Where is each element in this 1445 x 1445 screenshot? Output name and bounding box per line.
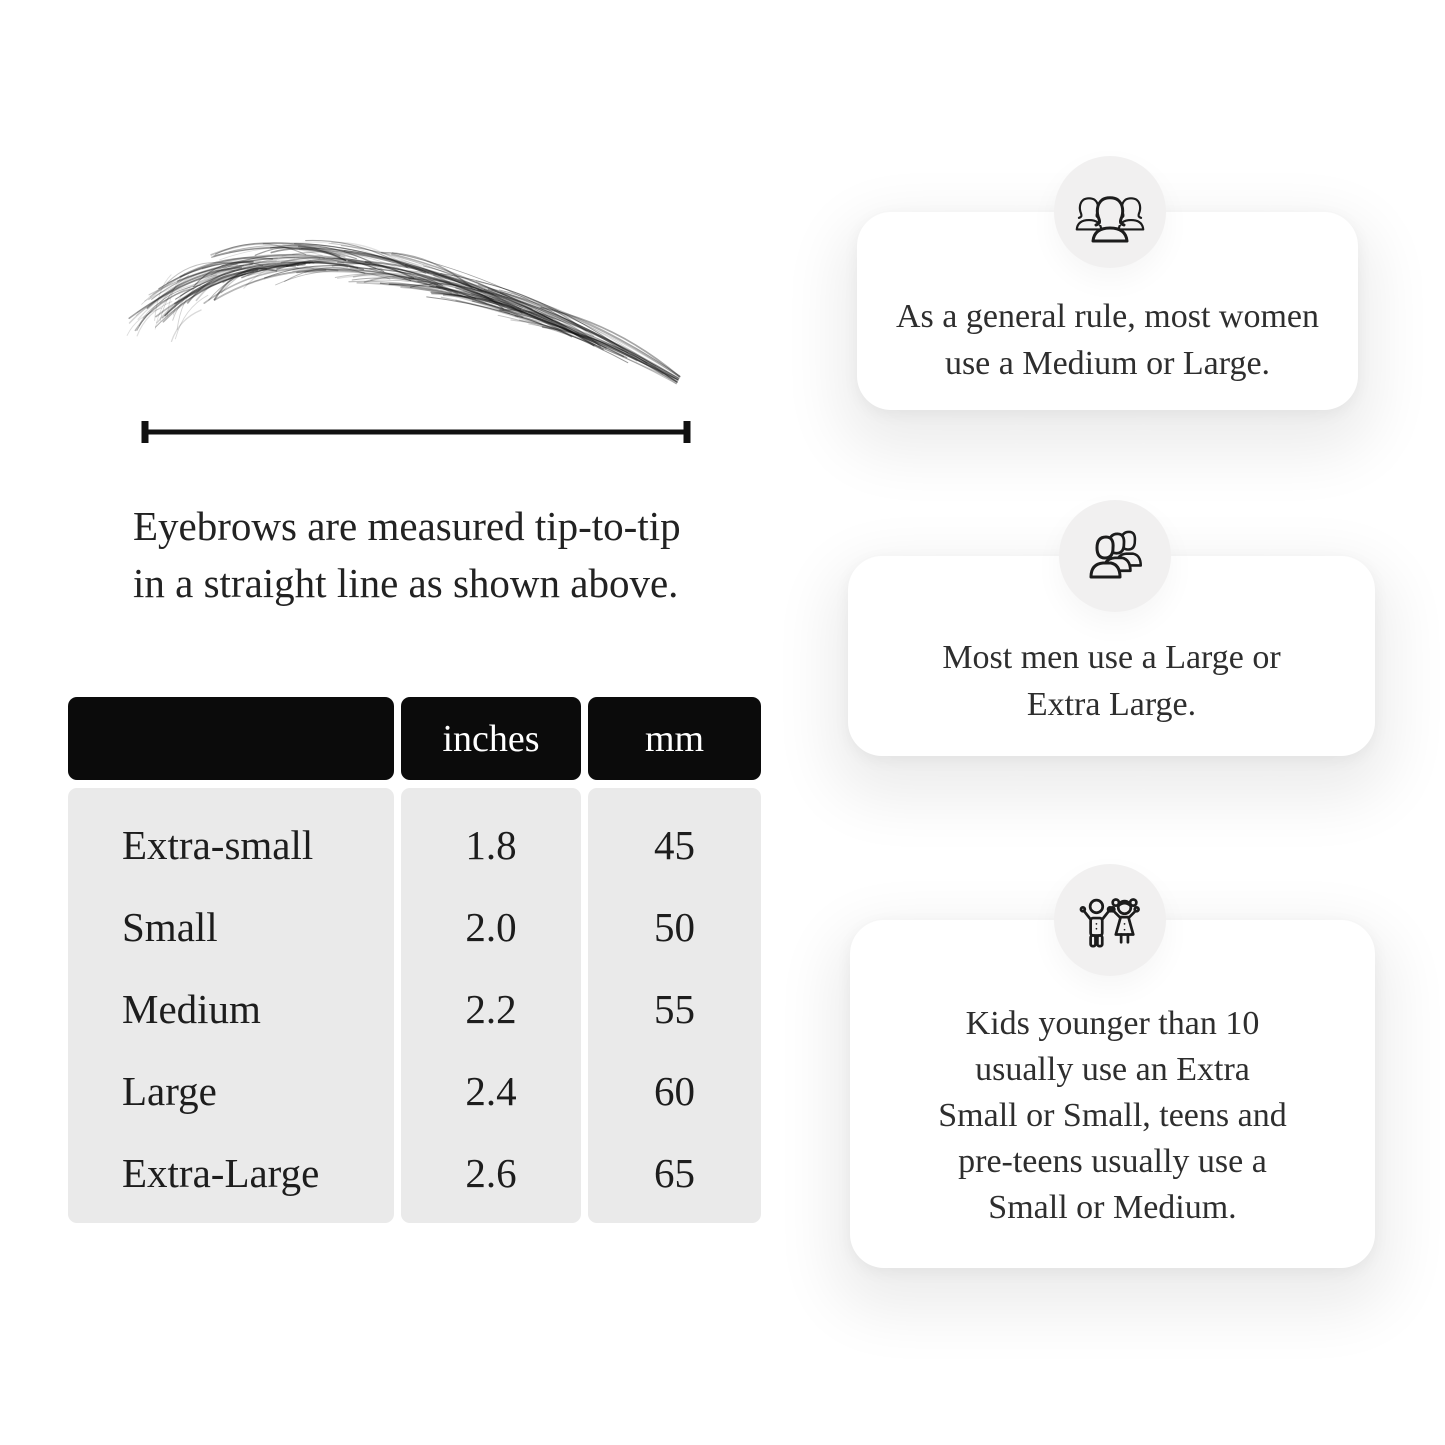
eyebrow-illustration	[118, 228, 703, 398]
measurement-caption	[133, 498, 773, 612]
card-women-line-1: As a general rule, most women	[896, 298, 1319, 335]
card-kids-line-3: Small or Small, teens and	[938, 1097, 1287, 1134]
column-inches-values	[401, 788, 581, 1223]
eyebrow-sketch-svg	[118, 228, 703, 398]
caption-line-2: in a straight line as shown above.	[133, 560, 679, 606]
table-row-label: Small	[122, 904, 218, 950]
table-cell-inches: 1.8	[465, 822, 517, 868]
size-table-header	[68, 697, 761, 780]
men-group-icon	[1079, 524, 1151, 588]
table-cell-mm: 50	[654, 904, 695, 950]
card-men-badge	[1059, 500, 1171, 612]
table-cell-mm: 60	[654, 1068, 695, 1114]
table-cell-mm: 55	[654, 986, 695, 1032]
caption-line-1: Eyebrows are measured tip-to-tip	[133, 503, 681, 549]
size-table	[68, 697, 761, 1223]
header-cell-mm: mm	[588, 697, 761, 780]
table-cell-mm: 45	[654, 822, 695, 868]
card-kids-line-4: pre-teens usually use a	[958, 1143, 1267, 1180]
table-cell-inches: 2.6	[465, 1150, 517, 1196]
table-cell-mm: 65	[654, 1150, 695, 1196]
table-row-label: Extra-small	[122, 822, 314, 868]
table-cell-inches: 2.0	[465, 904, 517, 950]
kids-icon	[1071, 889, 1149, 951]
header-cell-inches: inches	[401, 697, 581, 780]
column-size-names	[68, 788, 394, 1223]
table-row-label: Extra-Large	[122, 1150, 320, 1196]
card-kids-line-1: Kids younger than 10	[965, 1005, 1260, 1042]
card-men-line-1: Most men use a Large or	[942, 639, 1281, 676]
card-women-line-2: use a Medium or Large.	[944, 345, 1271, 382]
card-men-line-2: Extra Large.	[1026, 686, 1197, 723]
header-cell-size	[68, 697, 394, 780]
measurement-line	[140, 419, 692, 445]
column-mm-values	[588, 788, 761, 1223]
card-kids-line-2: usually use an Extra	[975, 1051, 1250, 1088]
card-kids-line-5: Small or Medium.	[988, 1189, 1237, 1226]
table-row-label: Medium	[122, 986, 261, 1032]
card-kids-badge	[1054, 864, 1166, 976]
table-row-label: Large	[122, 1068, 217, 1114]
women-group-icon	[1074, 180, 1146, 244]
card-women-badge	[1054, 156, 1166, 268]
size-table-body	[68, 788, 761, 1223]
table-cell-inches: 2.4	[465, 1068, 517, 1114]
measurement-line-svg	[140, 419, 692, 445]
table-cell-inches: 2.2	[465, 986, 517, 1032]
